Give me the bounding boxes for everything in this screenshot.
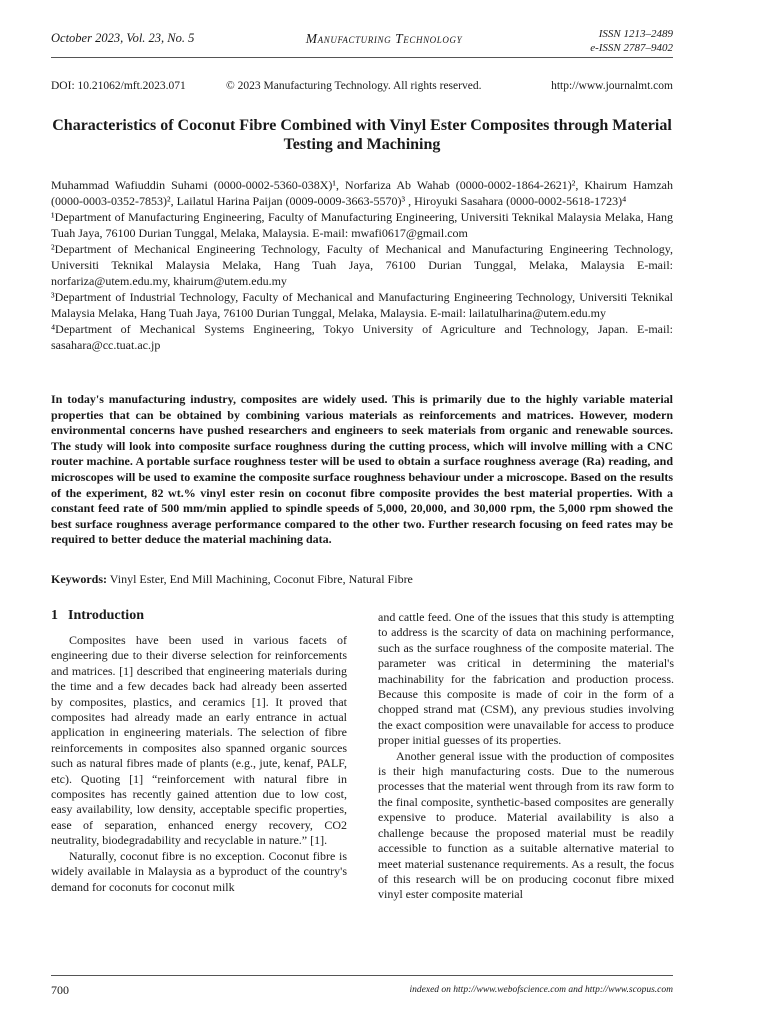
eissn: e-ISSN 2787–9402 bbox=[590, 42, 673, 54]
section-title: Introduction bbox=[68, 608, 144, 623]
section-heading bbox=[51, 608, 144, 624]
copyright: © 2023 Manufacturing Technology. All rights reserved. bbox=[226, 80, 482, 92]
issn-block bbox=[590, 27, 673, 55]
author-list: Muhammad Wafiuddin Suhami (0000-0002-5360-038X)¹, Norfariza Ab Wahab (0000-0002-1864-2621)², Khairum Hamzah (0000-0003-0352-7853)², Lailatul Harina Paijan (0009-0009-3663-5570)³ , Hiroyuki Sasahara (0000-0002-5618-1723)⁴ bbox=[51, 178, 673, 208]
journal-name: Manufacturing Technology bbox=[305, 31, 463, 46]
affiliation: ¹Department of Manufacturing Engineering, Faculty of Manufacturing Engineering, Universiti Teknikal Malaysia Melaka, Hang Tuah Jaya, 76100 Durian Tunggal, Melaka, Malaysia. E-mail: mwafi0617@gmail.com bbox=[51, 210, 673, 240]
keywords-text: Vinyl Ester, End Mill Machining, Coconut Fibre, Natural Fibre bbox=[109, 572, 413, 586]
paragraph: Another general issue with the production of composites is their high manufacturing costs. Due to the numerous processes that the material went through from its raw form to the final composite, synthetic-based composites are generally expensive to produce. Material availability is also a challenge because the proposed material must be readily accessible to function as a suitable alternative material to meet material sustenance requirements. As a result, the focus of this research will be on producing coconut fibre mixed vinyl ester composite material bbox=[378, 748, 674, 902]
keywords bbox=[51, 572, 673, 587]
affiliation: ³Department of Industrial Technology, Faculty of Mechanical and Manufacturing Engineering Technology, Universiti Teknikal Malaysia Melaka, Hang Tuah Jaya, 76100 Durian Tunggal, Melaka, Malaysia. E-mail: lailatulharina@utem.edu.my bbox=[51, 290, 673, 320]
section-number: 1 bbox=[51, 608, 58, 623]
header-rule bbox=[51, 57, 673, 58]
page-number: 700 bbox=[51, 983, 69, 997]
footer-rule bbox=[51, 975, 673, 976]
journal-url[interactable]: http://www.journalmt.com bbox=[551, 80, 673, 92]
abstract: In today's manufacturing industry, composites are widely used. This is primarily due to the highly variable material properties that can be obtained by combining various materials as reinforcements and matrices. However, modern environmental concerns have pushed researchers and engineers to seek materials from organic and renewable sources. The study will look into composite surface roughness during the cutting process, which will involve milling with a CNC router machine. A portable surface roughness tester will be used to obtain a surface roughness average (Ra) reading, and microscopes will be used to examine the composite surface roughness behaviour under a microscope. Based on the results of the experiment, 82 wt.% vinyl ester resin on coconut fibre composite provides the best material properties. With a constant feed rate of 500 mm/min applied to spindle speeds of 5,000, 20,000, and 30,000 rpm, the 5,000 rpm showed the best surface roughness average performance compared to the other two. Further research focusing on feed rates may be required to better deduce the material machining data. bbox=[51, 392, 673, 547]
doi: DOI: 10.21062/mft.2023.071 bbox=[51, 80, 186, 92]
affiliation: ⁴Department of Mechanical Systems Engineering, Tokyo University of Agriculture and Technology, Japan. E-mail: sasahara@cc.tuat.ac.jp bbox=[51, 322, 673, 352]
left-column bbox=[51, 633, 347, 895]
affiliation: ²Department of Mechanical Engineering Technology, Faculty of Mechanical and Manufacturing Engineering Technology, Universiti Teknikal Malaysia Melaka, Hang Tuah Jaya, 76100 Durian Tunggal, Melaka, Malaysia E-mail: norfariza@utem.edu.my, khairum@utem.edu.my bbox=[51, 242, 673, 288]
paragraph: Naturally, coconut fibre is no exception. Coconut fibre is widely available in Malaysia as a byproduct of the country's demand for coconuts for coconut milk bbox=[51, 848, 347, 894]
indexing-note: indexed on http://www.webofscience.com and http://www.scopus.com bbox=[409, 985, 673, 995]
issue-info: October 2023, Vol. 23, No. 5 bbox=[51, 31, 195, 45]
keywords-label: Keywords: bbox=[51, 572, 107, 586]
right-column bbox=[378, 610, 674, 903]
paragraph: Composites have been used in various facets of engineering due to their diverse selection for reinforcements and matrices. [1] described that engineering materials during the time and a few decades back had already been asserted by composites, plastics, and ceramics [1]. It proved that composites had already made an early entrance in actual application in engineering materials. The selection of fibre reinforcements in composites also spanned organic sources such as natural fibres made of plants (e.g., jute, kenaf, PALF, etc). Quoting [1] “reinforcement with natural fibre in composites has recently gained attention due to low cost, easy availability, low density, acceptable specific properties, ease of separation, enhanced energy recovery, CO2 neutrality, biodegradability and recyclable in nature.” [1]. bbox=[51, 633, 347, 848]
paper-title: Characteristics of Coconut Fibre Combined with Vinyl Ester Composites through Material Testing and Machining bbox=[52, 117, 672, 153]
author-block bbox=[51, 177, 673, 353]
paragraph: and cattle feed. One of the issues that this study is attempting to address is the scarcity of data on machining performance, such as the surface roughness of the composite material. The parameter was critical in determining the material's machinability for the fabrication and production process. Because this composite is made of coir in the form of a chopped strand mat (CSM), any previous studies involving the exact composition were unavailable for access to produce proper initial guesses of its properties. bbox=[378, 610, 674, 748]
issn: ISSN 1213–2489 bbox=[598, 28, 673, 40]
